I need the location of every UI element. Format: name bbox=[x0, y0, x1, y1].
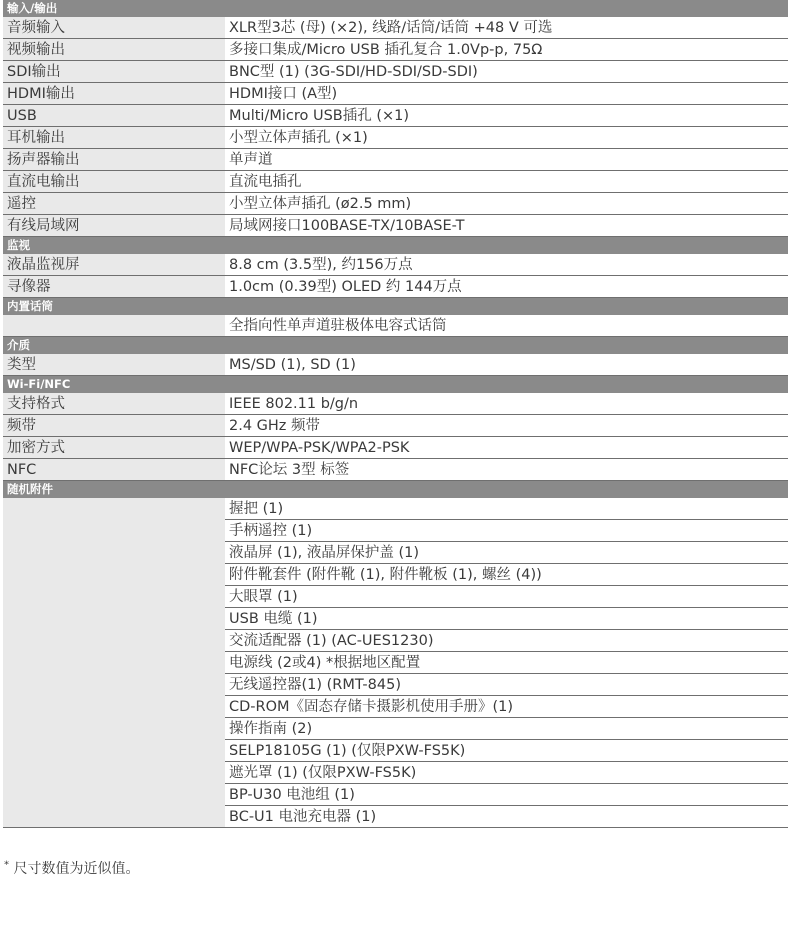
spec-row bbox=[3, 806, 788, 828]
section-header: 输入/输出 bbox=[3, 0, 788, 17]
spec-key: USB bbox=[3, 105, 225, 127]
spec-value: 小型立体声插孔 (ø2.5 mm) bbox=[225, 193, 788, 215]
spec-key bbox=[3, 498, 225, 520]
spec-value: BNC型 (1) (3G-SDI/HD-SDI/SD-SDI) bbox=[225, 61, 788, 83]
spec-value: 8.8 cm (3.5型), 约156万点 bbox=[225, 254, 788, 276]
spec-key bbox=[3, 315, 225, 337]
spec-row bbox=[3, 171, 788, 193]
spec-key bbox=[3, 564, 225, 586]
spec-row bbox=[3, 276, 788, 298]
section-header: 介质 bbox=[3, 337, 788, 354]
spec-row bbox=[3, 61, 788, 83]
footnote bbox=[4, 858, 139, 878]
spec-value: 直流电插孔 bbox=[225, 171, 788, 193]
spec-key bbox=[3, 520, 225, 542]
spec-row bbox=[3, 459, 788, 481]
spec-key: 遥控 bbox=[3, 193, 225, 215]
spec-row bbox=[3, 696, 788, 718]
spec-key: 类型 bbox=[3, 354, 225, 376]
spec-row bbox=[3, 315, 788, 337]
section-header: 内置话筒 bbox=[3, 298, 788, 315]
spec-value: XLR型3芯 (母) (×2), 线路/话筒/话筒 +48 V 可选 bbox=[225, 17, 788, 39]
spec-key: 寻像器 bbox=[3, 276, 225, 298]
spec-row bbox=[3, 437, 788, 459]
spec-key bbox=[3, 696, 225, 718]
spec-key: 有线局域网 bbox=[3, 215, 225, 237]
footnote-text: 尺寸数值为近似值。 bbox=[9, 861, 140, 877]
spec-key bbox=[3, 608, 225, 630]
spec-key bbox=[3, 652, 225, 674]
spec-row bbox=[3, 542, 788, 564]
spec-value: CD-ROM《固态存储卡摄影机使用手册》(1) bbox=[225, 696, 788, 718]
spec-value: 液晶屏 (1), 液晶屏保护盖 (1) bbox=[225, 542, 788, 564]
spec-value: SELP18105G (1) (仅限PXW-FS5K) bbox=[225, 740, 788, 762]
spec-row bbox=[3, 215, 788, 237]
spec-row bbox=[3, 630, 788, 652]
spec-value: WEP/WPA-PSK/WPA2-PSK bbox=[225, 437, 788, 459]
spec-key: 频带 bbox=[3, 415, 225, 437]
spec-key: 液晶监视屏 bbox=[3, 254, 225, 276]
spec-key: 音频输入 bbox=[3, 17, 225, 39]
spec-row bbox=[3, 718, 788, 740]
spec-row bbox=[3, 586, 788, 608]
spec-row bbox=[3, 193, 788, 215]
spec-key: HDMI输出 bbox=[3, 83, 225, 105]
spec-value: MS/SD (1), SD (1) bbox=[225, 354, 788, 376]
spec-key: 耳机输出 bbox=[3, 127, 225, 149]
spec-value: 全指向性单声道驻极体电容式话筒 bbox=[225, 315, 788, 337]
spec-row bbox=[3, 127, 788, 149]
spec-key bbox=[3, 718, 225, 740]
spec-key bbox=[3, 740, 225, 762]
spec-value: 交流适配器 (1) (AC-UES1230) bbox=[225, 630, 788, 652]
spec-row bbox=[3, 354, 788, 376]
footnote-mark: * bbox=[4, 859, 9, 871]
spec-row bbox=[3, 674, 788, 696]
spec-key: NFC bbox=[3, 459, 225, 481]
section-header: Wi-Fi/NFC bbox=[3, 376, 788, 393]
spec-value: BC-U1 电池充电器 (1) bbox=[225, 806, 788, 828]
spec-key bbox=[3, 674, 225, 696]
spec-key: 加密方式 bbox=[3, 437, 225, 459]
spec-value: 大眼罩 (1) bbox=[225, 586, 788, 608]
spec-key: SDI输出 bbox=[3, 61, 225, 83]
spec-value: 附件靴套件 (附件靴 (1), 附件靴板 (1), 螺丝 (4)) bbox=[225, 564, 788, 586]
spec-value: 手柄遥控 (1) bbox=[225, 520, 788, 542]
spec-value: 2.4 GHz 频带 bbox=[225, 415, 788, 437]
spec-row bbox=[3, 149, 788, 171]
spec-key bbox=[3, 630, 225, 652]
spec-key bbox=[3, 586, 225, 608]
spec-key: 直流电输出 bbox=[3, 171, 225, 193]
spec-value: 操作指南 (2) bbox=[225, 718, 788, 740]
spec-key bbox=[3, 762, 225, 784]
spec-row bbox=[3, 784, 788, 806]
section-header: 随机附件 bbox=[3, 481, 788, 498]
spec-row bbox=[3, 393, 788, 415]
spec-value: BP-U30 电池组 (1) bbox=[225, 784, 788, 806]
spec-row bbox=[3, 17, 788, 39]
spec-value: 多接口集成/Micro USB 插孔复合 1.0Vp-p, 75Ω bbox=[225, 39, 788, 61]
spec-value: 遮光罩 (1) (仅限PXW-FS5K) bbox=[225, 762, 788, 784]
spec-row bbox=[3, 762, 788, 784]
spec-row bbox=[3, 39, 788, 61]
spec-value: 电源线 (2或4) *根据地区配置 bbox=[225, 652, 788, 674]
spec-key: 支持格式 bbox=[3, 393, 225, 415]
spec-row bbox=[3, 105, 788, 127]
section-header: 监视 bbox=[3, 237, 788, 254]
spec-row bbox=[3, 498, 788, 520]
spec-row bbox=[3, 608, 788, 630]
spec-value: 1.0cm (0.39型) OLED 约 144万点 bbox=[225, 276, 788, 298]
spec-key: 视频输出 bbox=[3, 39, 225, 61]
spec-row bbox=[3, 564, 788, 586]
spec-value: Multi/Micro USB插孔 (×1) bbox=[225, 105, 788, 127]
spec-value: USB 电缆 (1) bbox=[225, 608, 788, 630]
spec-row bbox=[3, 83, 788, 105]
spec-key bbox=[3, 806, 225, 828]
spec-value: IEEE 802.11 b/g/n bbox=[225, 393, 788, 415]
spec-row bbox=[3, 415, 788, 437]
spec-key: 扬声器输出 bbox=[3, 149, 225, 171]
spec-value: 单声道 bbox=[225, 149, 788, 171]
spec-row bbox=[3, 740, 788, 762]
spec-key bbox=[3, 542, 225, 564]
spec-row bbox=[3, 254, 788, 276]
spec-row bbox=[3, 652, 788, 674]
spec-value: 握把 (1) bbox=[225, 498, 788, 520]
spec-key bbox=[3, 784, 225, 806]
spec-value: 无线遥控器(1) (RMT-845) bbox=[225, 674, 788, 696]
spec-value: NFC论坛 3型 标签 bbox=[225, 459, 788, 481]
spec-row bbox=[3, 520, 788, 542]
spec-value: 局域网接口100BASE-TX/10BASE-T bbox=[225, 215, 788, 237]
spec-value: HDMI接口 (A型) bbox=[225, 83, 788, 105]
spec-table bbox=[3, 0, 788, 828]
spec-value: 小型立体声插孔 (×1) bbox=[225, 127, 788, 149]
